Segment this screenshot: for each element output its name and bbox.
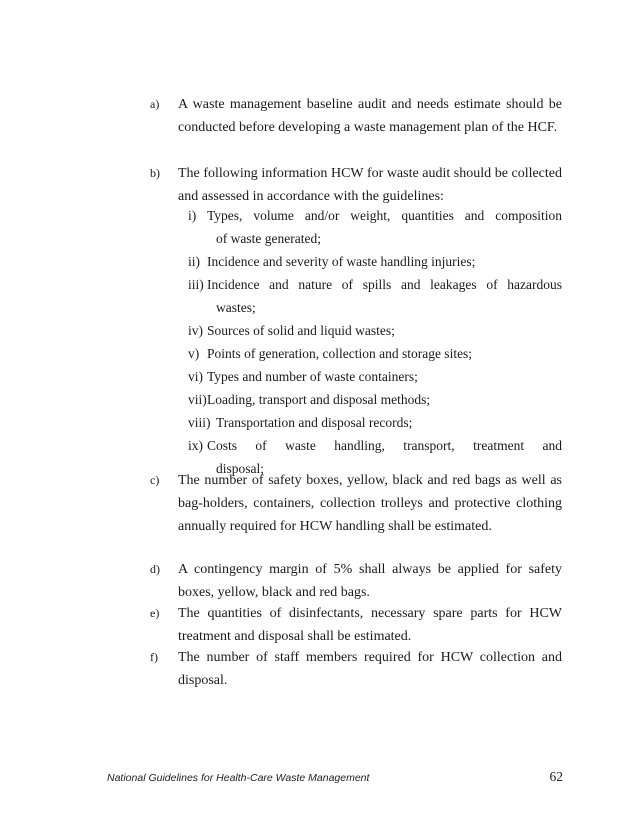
- sub-list-item-text: Sources of solid and liquid wastes;: [207, 323, 395, 338]
- sub-list-marker: ii): [188, 254, 200, 269]
- sub-list-item-text: Costs of waste handling, transport, treatment and: [207, 438, 562, 453]
- list-marker: b): [150, 166, 160, 180]
- list-marker: a): [150, 97, 160, 111]
- sub-list-marker: vi): [188, 369, 203, 384]
- page-number: 62: [549, 769, 563, 784]
- sub-list-item-continuation-text: disposal;: [216, 461, 265, 476]
- list-item-text: A contingency margin of 5% shall always be applied for safety boxes, yellow, black and red bags.: [178, 562, 562, 600]
- sub-list-item-continuation-text: wastes;: [216, 300, 256, 315]
- sub-list-marker: vii): [188, 392, 207, 407]
- sub-list-item-text: Types and number of waste containers;: [207, 369, 418, 384]
- sub-list-marker: iii): [188, 277, 204, 292]
- list-marker: d): [150, 562, 160, 576]
- list-item-text: The number of staff members required for HCW collection and disposal.: [178, 650, 562, 688]
- sub-list-item-text: Transportation and disposal records;: [216, 415, 413, 430]
- sub-list-item-text: Points of generation, collection and storage sites;: [207, 346, 473, 361]
- list-marker: f): [150, 650, 158, 664]
- sub-list-item-continuation-text: of waste generated;: [216, 231, 321, 246]
- sub-list-item-text: Incidence and severity of waste handling injuries;: [207, 254, 476, 269]
- list-item-text: The quantities of disinfectants, necessary spare parts for HCW treatment and disposal shall be estimated.: [178, 606, 562, 644]
- sub-list-item-text: Types, volume and/or weight, quantities and composition: [207, 208, 562, 223]
- sub-list-marker: ix): [188, 438, 203, 453]
- list-marker: c): [150, 473, 160, 487]
- list-item-text: A waste management baseline audit and needs estimate should be conducted before developing a waste management plan of the HCF.: [178, 97, 562, 135]
- sub-list-marker: v): [188, 346, 200, 361]
- sub-list-marker: i): [188, 208, 197, 223]
- sub-list-item-text: Loading, transport and disposal methods;: [207, 392, 431, 407]
- list-marker: e): [150, 606, 160, 620]
- sub-list-marker: viii): [188, 415, 211, 430]
- sub-list-item-text: Incidence and nature of spills and leakages of hazardous: [207, 277, 562, 292]
- list-item-text: The following information HCW for waste audit should be collected and assessed in accordance with the guidelines:: [178, 166, 562, 204]
- footer-title: National Guidelines for Health-Care Waste Management: [107, 772, 370, 784]
- list-item-text: The number of safety boxes, yellow, black and red bags as well as bag-holders, containers, collection trolleys and protective clothing annually required for HCW handling shall be estimated.: [178, 473, 562, 534]
- sub-list-marker: iv): [188, 323, 203, 338]
